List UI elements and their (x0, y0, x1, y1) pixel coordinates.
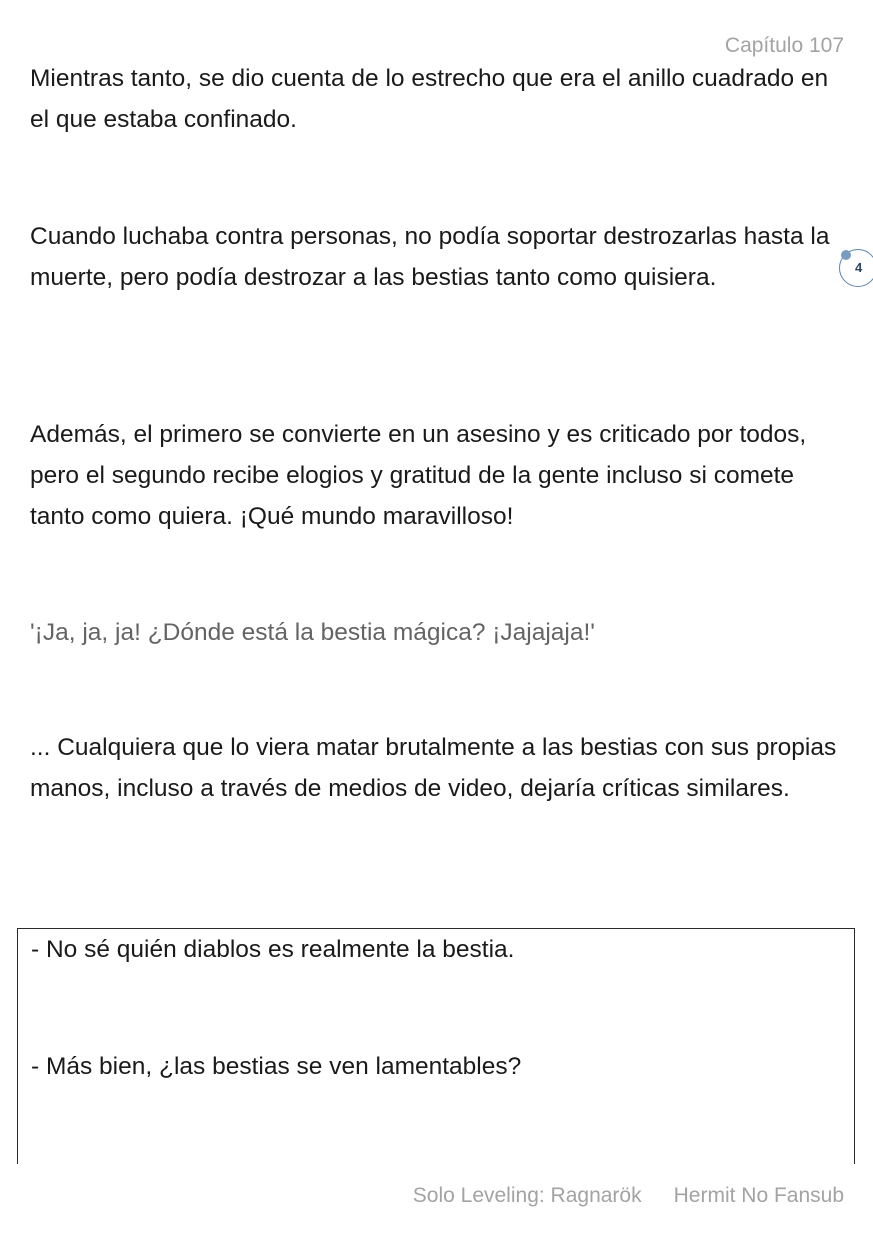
footer-translator: Hermit No Fansub (673, 1184, 844, 1207)
note-marker-dot-icon (841, 250, 851, 260)
comment-line-1: - No sé quién diablos es realmente la bestia. (31, 936, 515, 963)
note-marker-button[interactable] (839, 249, 873, 289)
note-marker-number: 4 (855, 260, 863, 275)
chapter-label: Capítulo 107 (724, 34, 844, 57)
comment-line-2: - Más bien, ¿las bestias se ven lamentables? (31, 1053, 522, 1080)
footer-title: Solo Leveling: Ragnarök (412, 1184, 642, 1207)
paragraph-4-dialogue: '¡Ja, ja, ja! ¿Dónde está la bestia mágica? ¡Jajajaja!' (30, 619, 595, 646)
comment-box (17, 928, 855, 1164)
paragraph-2: Cuando luchaba contra personas, no podía soportar destrozarlas hasta la muerte, pero podía destrozar a las bestias tanto como quisiera. (30, 223, 830, 291)
footer (413, 1183, 844, 1209)
paragraph-3: Además, el primero se convierte en un asesino y es criticado por todos, pero el segundo recibe elogios y gratitud de la gente incluso si comete tanto como quiera. ¡Qué mundo maravilloso! (30, 421, 807, 530)
paragraph-1: Mientras tanto, se dio cuenta de lo estrecho que era el anillo cuadrado en el que estaba confinado. (30, 65, 829, 133)
paragraph-5: ... Cualquiera que lo viera matar brutalmente a las bestias con sus propias manos, incluso a través de medios de video, dejaría críticas similares. (30, 734, 837, 802)
